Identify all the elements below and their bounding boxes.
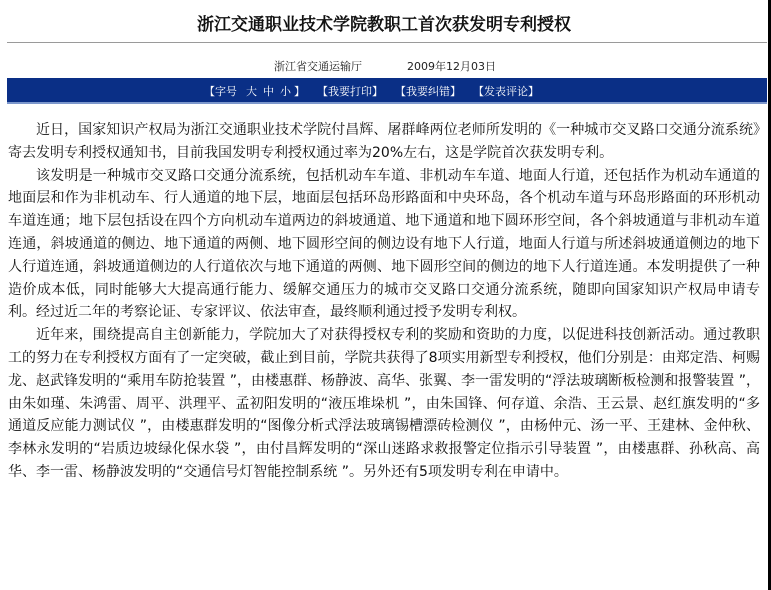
font-size-small-button[interactable]: 小 bbox=[280, 85, 291, 98]
font-size-label: 【字号 bbox=[204, 85, 237, 98]
paragraph: 该发明是一种城市交叉路口交通分流系统，包括机动车车道、非机动车车道、地面人行道，还包括作为机动车通道的地面层和作为非机动车、行人通道的地下层，地面层包括环岛形路面和中央环岛，各个机动车道与环岛形路面的环形机动车道连通；地下层包括设在四个方向机动车道两边的斜坡通道、地下通道和地下圆环形空间，各个斜坡通道与非机动车道连通，斜坡通道的侧边、地下通道的两侧、地下圆形空间的侧边设有地下人行道，地面人行道与所述斜坡通道侧边的地下人行道连通，斜坡通道侧边的人行道依次与地下通道的两侧、地下圆形空间的侧边的地下人行道连通。本发明提供了一种造价成本低，同时能够大大提高通行能力、缓解交通压力的城市交叉路口交通分流系统，随即向国家知识产权局申请专利。经过近二年的考察论证、专家评议、依法审查，最终顺利通过授予发明专利权。 bbox=[8, 167, 760, 321]
article-source: 浙江省交通运输厅 bbox=[274, 60, 362, 73]
font-size-medium-button[interactable]: 中 bbox=[263, 85, 274, 98]
report-error-button[interactable]: 【我要纠错】 bbox=[395, 85, 461, 98]
comment-button[interactable]: 【发表评论】 bbox=[473, 85, 539, 98]
article-toolbar bbox=[7, 78, 767, 104]
font-size-label-end: 】 bbox=[294, 85, 305, 98]
toolbar-items bbox=[204, 83, 539, 99]
font-size-large-button[interactable]: 大 bbox=[246, 85, 257, 98]
page-title: 浙江交通职业技术学院教职工首次获发明专利授权 bbox=[197, 15, 571, 35]
print-button[interactable]: 【我要打印】 bbox=[317, 85, 383, 98]
paragraph: 近年来，围绕提高自主创新能力，学院加大了对获得授权专利的奖励和资助的力度，以促进科技创新活动。通过教职工的努力在专利授权方面有了一定突破，截止到目前，学院共获得了8项实用新型专利授权，他们分别是：由郑定浩、柯赐龙、赵武锋发明的“乘用车防抢装置 ”，由楼惠群、杨静波、高华、张翼、李一雷发明的“浮法玻璃断板检测和报警装置 ”，由朱如瑾、朱鸿雷、周平、洪理平、孟初阳发明的“液压堆垛机 ”，由朱国锋、何存道、余浩、王云景、赵红旗发明的“多通道反应能力测试仪 ”，由楼惠群发明的“图像分析式浮法玻璃锡槽漂砖检测仪 ”，由杨仲元、汤一平、王建林、金仲秋、李林永发明的“岩质边坡绿化保水袋 ”，由付昌辉发明的“深山迷路求救报警定位指示引导装置 ”，由楼惠群、孙秋高、高华、李一雷、杨静波发明的“交通信号灯智能控制系统 ”。另外还有5项发明专利在申请中。 bbox=[8, 327, 760, 480]
article-body bbox=[8, 119, 760, 484]
title-divider bbox=[7, 42, 767, 43]
article-date: 2009年12月03日 bbox=[407, 60, 496, 73]
paragraph: 近日，国家知识产权局为浙江交通职业技术学院付昌辉、屠群峰两位老师所发明的《一种城市交叉路口交通分流系统》寄去发明专利授权通知书，目前我国发明专利授权通过率为20%左右，这是学院首次获发明专利。 bbox=[8, 122, 760, 161]
